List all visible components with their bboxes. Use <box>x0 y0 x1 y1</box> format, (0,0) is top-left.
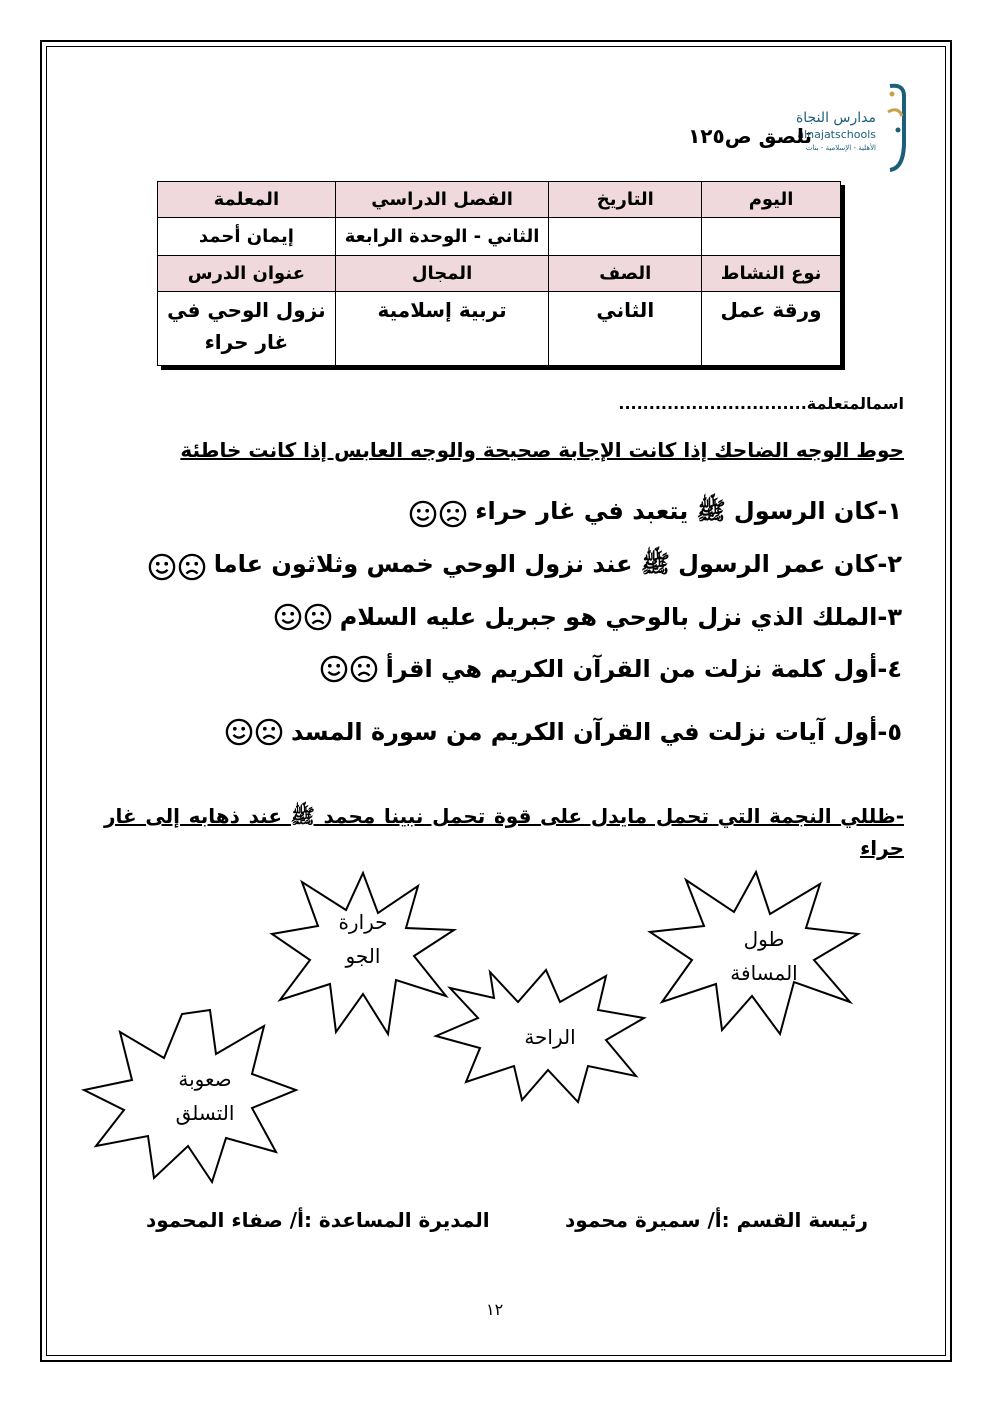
smiley-face-icon[interactable] <box>409 500 437 528</box>
smiley-face-icon[interactable] <box>274 603 302 631</box>
signature-assistant-principal: المديرة المساعدة :أ/ صفاء المحمود <box>146 1208 490 1232</box>
star-label: طول المسافة <box>730 927 798 985</box>
info-table <box>157 181 841 366</box>
stick-page-note: تلصق ص١٢٥ <box>688 124 812 148</box>
question-4 <box>320 655 902 683</box>
logo-tagline: الأهلية - الإسلامية - بنات <box>805 144 876 152</box>
face-choices <box>225 718 283 746</box>
instruction-title: حوط الوجه الضاحك إذا كانت الإجابة صحيحة والوجه العابس إذا كانت خاطئة <box>180 438 904 462</box>
table-row <box>158 218 841 256</box>
question-text: ١-كان الرسول ﷺ يتعبد في غار حراء <box>475 497 902 525</box>
star-label: صعوبة التسلق <box>175 1067 235 1125</box>
value-date <box>549 218 702 256</box>
value-activity-type: ورقة عمل <box>702 292 841 366</box>
student-name-label: اسمالمتعلمة <box>806 394 904 413</box>
header-date: التاريخ <box>549 182 702 218</box>
question-3 <box>274 603 902 631</box>
face-choices <box>320 655 378 683</box>
question-5 <box>225 718 902 746</box>
value-subject: تربية إسلامية <box>335 292 549 366</box>
header-day: اليوم <box>702 182 841 218</box>
task2-instruction: -ظللي النجمة التي تحمل مايدل على قوة تحمل نبينا محمد ﷺ عند ذهابه إلى غار حراء <box>104 804 904 860</box>
question-text: ٥-أول آيات نزلت في القرآن الكريم من سورة المسد <box>291 718 902 746</box>
question-2 <box>148 549 902 584</box>
header-activity-type: نوع النشاط <box>702 256 841 292</box>
table-row <box>158 292 841 366</box>
header-lesson-title: عنوان الدرس <box>158 256 336 292</box>
header-subject: المجال <box>335 256 549 292</box>
school-logo-icon <box>884 82 910 174</box>
header-semester: الفصل الدراسي <box>335 182 549 218</box>
face-choices <box>148 553 206 581</box>
value-grade: الثاني <box>549 292 702 366</box>
frowning-face-icon[interactable] <box>439 500 467 528</box>
question-text: ٢-كان عمر الرسول ﷺ عند نزول الوحي خمس وثلاثون عاما <box>213 550 902 578</box>
frowning-face-icon[interactable] <box>255 718 283 746</box>
header-grade: الصف <box>549 256 702 292</box>
signature-department-head: رئيسة القسم :أ/ سميرة محمود <box>565 1208 868 1232</box>
face-choices <box>274 603 332 631</box>
value-lesson-title: نزول الوحي في غار حراء <box>158 292 336 366</box>
question-text: ٤-أول كلمة نزلت من القرآن الكريم هي اقرأ <box>385 655 902 683</box>
face-choices <box>409 500 467 528</box>
frowning-face-icon[interactable] <box>178 553 206 581</box>
smiley-face-icon[interactable] <box>148 553 176 581</box>
frowning-face-icon[interactable] <box>304 603 332 631</box>
header-teacher: المعلمة <box>158 182 336 218</box>
student-name-line[interactable] <box>618 394 904 413</box>
frowning-face-icon[interactable] <box>350 655 378 683</box>
value-teacher: إيمان أحمد <box>158 218 336 256</box>
value-semester: الثاني - الوحدة الرابعة <box>335 218 549 256</box>
logo-english-name: alnajatschools <box>797 128 876 141</box>
smiley-face-icon[interactable] <box>225 718 253 746</box>
question-1 <box>409 496 902 531</box>
smiley-face-icon[interactable] <box>320 655 348 683</box>
value-day <box>702 218 841 256</box>
star-label: حرارة الجو <box>338 910 388 968</box>
logo-arabic-name: مدارس النجاة <box>795 110 876 126</box>
star-label: الراحة <box>524 1025 576 1049</box>
table-row <box>158 182 841 218</box>
student-name-dots: ............................... <box>618 394 807 413</box>
question-text: ٣-الملك الذي نزل بالوحي هو جبريل عليه السلام <box>339 603 902 631</box>
page-number: ١٢ <box>486 1300 504 1319</box>
table-row <box>158 256 841 292</box>
